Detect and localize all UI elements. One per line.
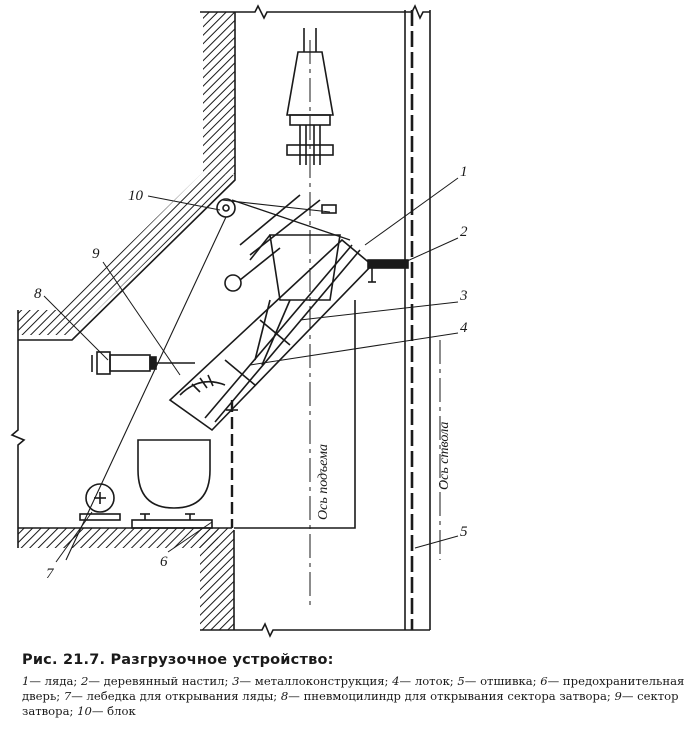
legend-number: 10 (77, 704, 92, 718)
legend-text: — лоток; (399, 674, 458, 688)
legend-text: — блок (91, 704, 136, 718)
block-pulley (217, 199, 235, 217)
figure-caption (22, 652, 692, 719)
caption-title: Рис. 21.7. Разгрузочное устройство: (22, 652, 334, 668)
label-8: 8 (34, 286, 42, 302)
winch (80, 484, 120, 520)
label-2: 2 (460, 224, 468, 240)
rock-wall-left (18, 12, 235, 630)
label-7: 7 (46, 566, 54, 582)
legend-item (77, 704, 136, 718)
legend-item (232, 674, 392, 688)
legend-text: — пневмоцилиндр для открывания сектора затвора; (288, 689, 615, 703)
label-10: 10 (128, 188, 143, 204)
legend-item (457, 674, 540, 688)
legend-text: — отшивка; (464, 674, 541, 688)
legend-item (81, 674, 232, 688)
label-4: 4 (460, 320, 468, 336)
pneumatic-cylinder (92, 352, 195, 374)
legend-text: — деревянный настил; (88, 674, 233, 688)
legend-number: 7 (63, 689, 72, 703)
legend-number: 2 (81, 674, 89, 688)
label-6: 6 (160, 554, 168, 570)
rope (66, 200, 350, 560)
axis-lift-label: Ось подъема (316, 444, 331, 520)
legend-text: — лебедка для открывания ляды; (71, 689, 281, 703)
ore-car (138, 440, 210, 508)
legend-item (281, 689, 615, 703)
caption-legend (22, 674, 692, 719)
label-9: 9 (92, 246, 100, 262)
legend-number: 3 (232, 674, 240, 688)
legend-item (392, 674, 457, 688)
legend-number: 1 (22, 674, 30, 688)
legend-number: 9 (614, 689, 622, 703)
label-1: 1 (460, 164, 468, 180)
chute (170, 240, 372, 430)
legend-number: 8 (280, 689, 289, 703)
legend-item (64, 689, 281, 703)
legend-text: — сектор затвора; (22, 689, 679, 718)
legend-number: 5 (457, 674, 465, 688)
legend-text: — предохранительная дверь; (22, 674, 685, 703)
legend-text: — металлоконструкция; (239, 674, 393, 688)
legend-number: 6 (540, 674, 548, 688)
legend-number: 4 (392, 674, 400, 688)
shaft-lining (405, 10, 430, 630)
axis-shaft-label: Ось ствола (437, 421, 452, 490)
label-5: 5 (460, 524, 468, 540)
wooden-deck (368, 260, 408, 282)
legend-item (22, 674, 81, 688)
legend-text: — ляда; (29, 674, 81, 688)
label-3: 3 (460, 288, 468, 304)
chamber-outline (234, 300, 355, 528)
